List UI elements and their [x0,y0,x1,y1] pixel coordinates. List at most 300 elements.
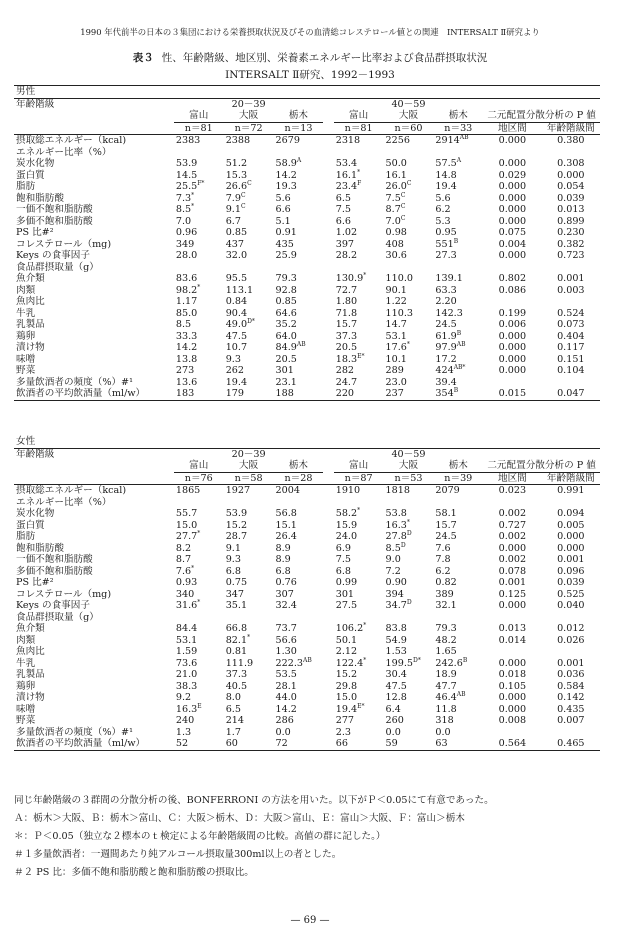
value-cell [384,623,434,635]
value-text: 27.5 [335,600,358,611]
pvalue-age [542,727,600,739]
value-cell [274,658,324,670]
pvalue-region: 0.000 [498,657,527,669]
value-cell [224,331,274,343]
significance-mark: A [296,157,302,164]
value-text: 53.1 [175,634,198,646]
significance-mark: D [406,599,412,606]
value-cell [384,704,434,716]
pvalue-col-region: 地区間 [483,472,541,485]
value-text: 83.6 [175,273,198,284]
pvalue-region [483,727,541,739]
pvalue-region: 0.727 [498,519,527,531]
region-name: 栃木 [433,110,483,122]
value-text: 60 [225,738,238,749]
value-cell [334,262,384,274]
empty-cell [14,110,174,122]
value-cell [224,135,274,147]
value-text: 347 [225,588,244,600]
value-text: 5.6 [275,192,291,204]
row-label: 一価不飽和脂肪酸 [16,204,93,215]
pvalue-age: 0.230 [557,227,585,238]
value-text: 2.3 [335,726,351,738]
pvalue-age: 0.054 [557,181,585,192]
value-cell [384,612,434,624]
value-text: 19.3 [275,181,297,192]
age-range-old: 40－59 [334,448,483,460]
value-cell [334,669,384,681]
value-cell [224,738,274,750]
value-cell [224,377,274,389]
value-cell [384,227,434,239]
row-label: 野菜 [16,715,36,726]
value-cell [334,485,384,497]
gap-cell [323,308,333,320]
sample-size-row [14,472,600,485]
significance-mark: * [406,341,410,348]
value-cell [384,566,434,578]
value-cell [433,377,483,389]
value-text: 16.1 [335,169,358,181]
pvalue-region: 0.001 [498,577,527,588]
pvalue-age: 0.001 [557,273,585,284]
table-row [14,577,600,589]
pvalue-region: 0.000 [498,365,527,376]
value-cell [433,193,483,205]
value-text: 26.0 [385,181,407,192]
value-cell [334,681,384,693]
value-text: 84.9 [275,342,297,353]
row-label: 魚肉比 [16,646,45,657]
table-row [14,566,600,578]
value-text: 92.8 [275,284,297,296]
value-cell [433,135,483,147]
value-cell [384,692,434,704]
value-text: 64.6 [275,307,297,319]
table-row [14,158,600,170]
value-text: 222.3 [275,657,303,669]
significance-mark: * [357,168,361,176]
gap-cell [323,669,333,681]
region-name: 栃木 [274,460,324,472]
value-cell [334,600,384,612]
pvalue-region: 0.000 [498,250,527,261]
row-label: 多価不飽和脂肪酸 [16,215,93,227]
value-text: 424 [435,365,454,376]
female-table [14,436,600,751]
sex-row [14,86,600,99]
value-text: 349 [175,238,195,250]
sample-size: n＝81 [334,122,384,135]
value-text: 90.4 [225,307,248,319]
gap-cell [323,331,333,343]
gap-cell [323,122,333,135]
value-cell [224,354,274,366]
value-text: 14.2 [175,342,198,353]
row-label: 牛乳 [16,657,36,669]
significance-mark: C [240,203,246,210]
row-label: 多量飲酒者の頻度（%）#¹ [16,376,133,388]
value-text: 9.1 [225,204,241,215]
value-text: 53.5 [275,669,297,680]
gap-cell [323,623,333,635]
value-text: 1865 [175,485,201,496]
row-label: 多量飲酒者の頻度（%）#¹ [16,726,133,738]
value-cell [274,531,324,543]
value-cell [174,508,224,520]
value-cell [174,715,224,727]
value-cell [274,497,324,509]
value-cell [384,497,434,509]
value-text: 56.6 [275,634,297,646]
sample-size: n＝72 [224,122,274,135]
value-cell [433,181,483,193]
value-cell [433,342,483,354]
value-text: 7.5 [335,204,351,215]
value-cell [174,262,224,274]
table-row [14,612,600,624]
gap-cell [323,98,333,110]
significance-mark: B [453,237,459,245]
value-cell [174,543,224,555]
value-text: 8.2 [175,542,192,554]
value-cell [224,520,274,532]
row-label: 摂取総エネルギー（kcal) [16,135,127,146]
value-cell [433,727,483,739]
pvalue-region: 0.014 [498,634,527,646]
significance-mark: E [197,702,202,710]
value-text: 0.76 [275,577,297,588]
value-text: 142.3 [435,307,463,319]
pvalue-region: 0.125 [498,588,527,600]
value-text: 18.9 [435,669,457,680]
value-text: 15.3 [225,169,248,181]
value-cell [224,669,274,681]
value-cell [384,158,434,170]
pvalue-age: 0.094 [557,508,585,519]
value-text: 7.5 [335,554,351,565]
pvalue-region: 0.000 [498,215,527,227]
pvalue-age: 0.104 [557,365,585,376]
value-text: 58.2 [335,508,358,519]
region-name: 大阪 [224,460,274,472]
value-text: 39.4 [435,376,457,388]
value-text: 26.6 [225,181,248,192]
page-number: — 69 — [290,915,330,926]
value-cell [274,170,324,182]
sample-size: n＝53 [384,472,434,485]
value-text: 21.0 [175,669,198,680]
value-cell [174,285,224,297]
row-label: 乳製品 [16,319,45,330]
value-cell [433,273,483,285]
value-cell [384,554,434,566]
value-text: 85.0 [175,307,198,319]
value-cell [274,296,324,308]
pvalue-region: 0.006 [498,319,527,330]
value-text: 17.6 [385,342,407,353]
region-header-row [14,460,600,472]
value-text: 51.2 [225,158,248,169]
pvalue-region: 0.002 [498,508,527,519]
value-cell [224,319,274,331]
value-text: 6.8 [225,565,241,577]
value-cell [274,577,324,589]
gap-cell [323,250,333,262]
value-cell [334,204,384,216]
pvalue-age: 0.039 [557,192,585,204]
value-cell [274,262,324,274]
row-label: 蛋白質 [16,169,45,181]
value-cell [384,738,434,750]
value-cell [174,497,224,509]
value-cell [224,497,274,509]
pvalue-age: 0.000 [557,542,585,554]
value-cell [274,681,324,693]
gap-cell [483,98,600,110]
value-cell [274,715,324,727]
value-text: 27.3 [435,250,457,261]
value-cell [433,554,483,566]
value-cell [174,388,224,400]
pvalue-region: 0.000 [498,158,527,169]
value-cell [274,388,324,400]
empty-cell [14,460,174,472]
value-cell [224,285,274,297]
value-text: 7.5 [385,192,401,204]
value-cell [334,508,384,520]
gap-cell [323,566,333,578]
value-cell [274,308,324,320]
table-row [14,520,600,532]
value-cell [384,377,434,389]
gap-cell [323,554,333,566]
value-text: 7.6 [175,565,192,577]
value-cell [224,612,274,624]
value-text: 0.96 [175,227,198,238]
value-text: 14.2 [275,703,297,715]
value-text: 33.3 [175,330,198,342]
value-text: 15.7 [435,519,457,531]
pvalue-region: 0.564 [483,738,541,750]
row-label: コレステロール（mg) [16,238,112,250]
value-text: 83.8 [385,623,407,634]
row-label: 肉類 [16,634,36,646]
value-text: 5.1 [275,215,291,227]
value-text: 0.0 [435,726,451,738]
value-cell [224,250,274,262]
value-cell [174,635,224,647]
value-text: 7.6 [435,542,451,554]
significance-mark: * [197,599,201,606]
table-row [14,262,600,274]
value-text: 47.5 [225,330,248,342]
gap-cell [323,520,333,532]
pvalue-age: 0.142 [557,692,585,703]
pvalue-region: 0.105 [498,680,527,692]
row-label: 漬け物 [16,692,45,703]
pvalue-age: 0.007 [557,715,585,726]
sample-size: n＝60 [384,122,434,135]
value-cell [224,273,274,285]
value-cell [174,669,224,681]
row-label: Keys の食事因子 [16,600,90,611]
table-row [14,377,600,389]
value-cell [334,308,384,320]
value-cell [384,600,434,612]
value-text: 35.2 [275,319,297,330]
pvalue-region [483,612,541,624]
value-cell [174,181,224,193]
empty-cell [14,122,174,135]
note-line: ＊：Ｐ＜0.05（独立な２標本のｔ検定による年齢階級間の比較。高値の群に記した。） [14,831,386,842]
sample-size: n＝28 [274,472,324,485]
pvalue-age: 0.036 [557,669,585,680]
value-text: 1910 [335,485,361,496]
value-text: 15.0 [335,692,358,703]
table-label: 表３ [132,52,154,64]
value-cell [174,331,224,343]
value-cell [433,262,483,274]
table-row [14,135,600,147]
age-header-row [14,98,600,110]
value-text: 289 [385,365,404,376]
pvalue-region: 0.000 [498,135,527,146]
value-cell [334,566,384,578]
pvalue-col-age: 年齢階級間 [542,472,600,485]
value-text: 20.5 [275,353,297,365]
value-cell [274,319,324,331]
value-text: 9.2 [175,692,192,703]
value-text: 139.1 [435,273,463,284]
table-row [14,388,600,400]
significance-mark: B [453,387,459,394]
male-table [14,85,600,401]
gap-cell [323,135,333,147]
value-text: 2079 [435,485,460,496]
value-text: 47.5 [385,680,407,692]
value-text: 214 [225,715,244,726]
value-cell [384,193,434,205]
value-text: 5.3 [435,215,451,227]
gap-cell [323,342,333,354]
value-text: 82.1 [225,634,248,646]
row-label: 肉類 [16,284,36,296]
gap-cell [323,319,333,331]
value-cell [174,296,224,308]
row-label: 味噌 [16,703,36,715]
empty-cell [14,472,174,485]
value-text: 1.59 [175,646,198,657]
value-cell [174,319,224,331]
value-cell [384,239,434,251]
pvalue-col-age: 年齢階級間 [542,122,600,135]
pvalue-region: 0.000 [498,204,527,215]
value-text: 37.3 [335,330,358,342]
value-cell [174,623,224,635]
value-text: 0.93 [175,577,198,588]
value-text: 28.7 [225,531,248,542]
value-text: 435 [275,238,294,250]
value-cell [433,531,483,543]
value-text: 2914 [435,135,460,146]
value-cell [174,365,224,377]
table-row [14,273,600,285]
value-text: 72.7 [335,284,358,296]
value-cell [433,715,483,727]
table-row [14,727,600,739]
gap-cell [323,365,333,377]
row-label: 食品群摂取量（g） [16,261,99,273]
significance-mark: * [191,203,195,210]
value-text: 47.7 [435,680,457,692]
value-cell [274,193,324,205]
value-cell [334,715,384,727]
value-text: 15.0 [175,519,198,531]
value-text: 0.99 [335,577,358,588]
pvalue-age: 0.000 [557,531,585,542]
table-notes [14,792,610,882]
value-cell [334,239,384,251]
value-cell [274,520,324,532]
row-label: 飲酒者の平均飲酒量（ml/w） [14,388,174,400]
value-text: 0.0 [385,726,401,738]
table-row [14,658,600,670]
value-text: 307 [275,588,294,600]
value-text: 14.7 [385,319,407,330]
value-text: 23.1 [275,376,297,388]
significance-mark: * [191,564,195,572]
gap-cell [323,600,333,612]
gap-cell [323,181,333,193]
value-cell [334,623,384,635]
value-text: 408 [385,238,404,250]
value-text: 111.9 [225,657,254,669]
value-text: 9.3 [225,554,241,565]
value-cell [433,623,483,635]
value-text: 38.3 [175,680,198,692]
value-cell [224,589,274,601]
value-text: 8.7 [175,554,192,565]
value-cell [224,365,274,377]
value-cell [433,646,483,658]
value-cell [174,227,224,239]
value-text: 551 [435,238,454,250]
gap-cell [323,170,333,182]
value-text: 9.1 [225,542,241,554]
significance-mark: * [197,530,201,537]
table-row [14,554,600,566]
value-text: 1.3 [175,726,192,738]
value-cell [384,681,434,693]
value-text: 29.8 [335,680,358,692]
value-cell [334,531,384,543]
value-text: 1.80 [335,296,358,307]
value-cell [334,354,384,366]
row-label: PS 比#² [16,577,54,588]
table-row [14,600,600,612]
value-cell [334,285,384,297]
value-cell [384,485,434,497]
value-text: 25.5 [175,181,198,192]
value-cell [433,612,483,624]
value-text: 90.1 [385,284,407,296]
row-label: 飽和脂肪酸 [16,542,64,554]
value-cell [224,715,274,727]
pvalue-age: 0.151 [557,353,585,365]
value-text: 0.85 [225,227,248,238]
age-group-label: 年齢階級 [14,98,174,110]
